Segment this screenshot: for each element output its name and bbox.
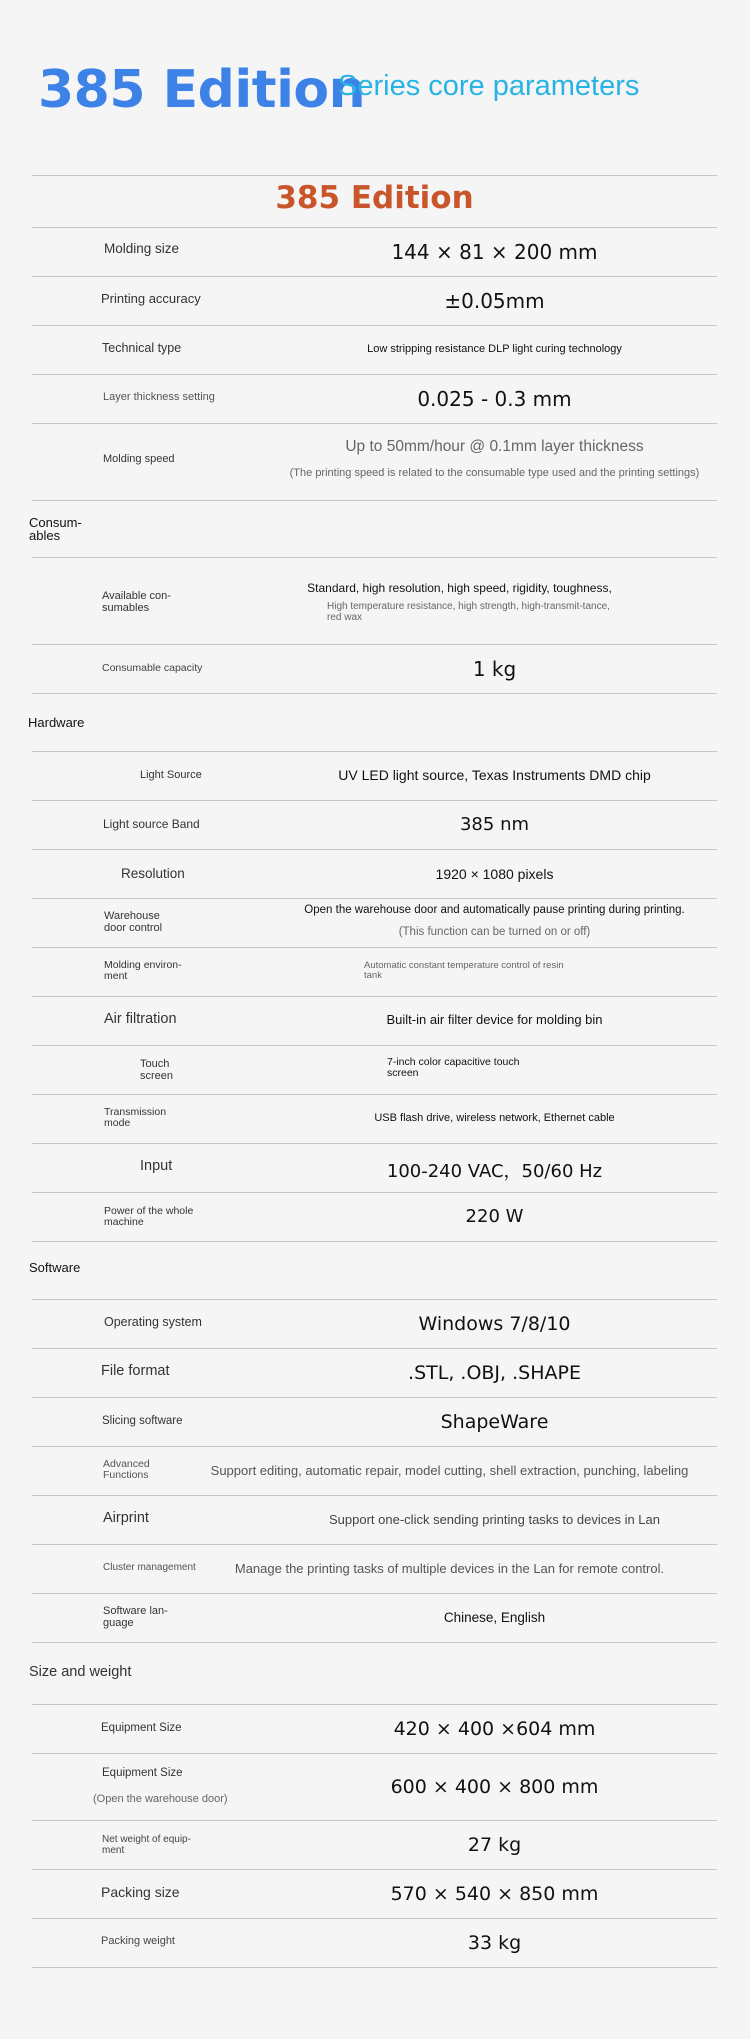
edition-label: 385 Edition xyxy=(275,180,474,216)
spec-value: 1920 × 1080 pixels xyxy=(435,866,554,882)
spec-value: Open the warehouse door and automatically pause printing during printing. xyxy=(304,904,685,916)
spec-row-available-consumables xyxy=(32,558,717,644)
spec-label: Airprint xyxy=(103,1510,149,1526)
spec-row-air-filtration xyxy=(32,997,717,1045)
spec-value: UV LED light source, Texas Instruments DMD chip xyxy=(338,767,651,783)
spec-label: Resolution xyxy=(121,866,185,881)
page-subtitle: Series core parameters xyxy=(338,70,640,102)
spec-row-touch-screen xyxy=(32,1046,717,1094)
spec-row-transmission-mode xyxy=(32,1095,717,1143)
divider xyxy=(32,500,717,501)
spec-label: Technical type xyxy=(102,341,182,355)
spec-row-door-control xyxy=(32,899,717,947)
spec-label: Touch screen xyxy=(140,1058,174,1082)
spec-row-software-language xyxy=(32,1594,717,1642)
spec-label: Light source Band xyxy=(103,817,200,831)
spec-value: 220 W xyxy=(465,1206,524,1227)
spec-label: Packing size xyxy=(101,1884,180,1900)
spec-label: Power of the whole machine xyxy=(104,1205,194,1229)
spec-row-file-format xyxy=(32,1349,717,1397)
spec-value: 600 × 400 × 800 mm xyxy=(390,1776,599,1798)
spec-value: 1 kg xyxy=(472,657,517,681)
spec-label: Molding size xyxy=(104,241,180,256)
spec-row-airprint xyxy=(32,1496,717,1544)
spec-value: 420 × 400 ×604 mm xyxy=(393,1718,596,1740)
section-title-hardware: Hardware xyxy=(28,715,85,730)
spec-label: Consumable capacity xyxy=(102,662,203,674)
spec-label: Light Source xyxy=(140,769,202,781)
spec-row-printing-accuracy xyxy=(32,277,717,325)
spec-value: Windows 7/8/10 xyxy=(418,1313,571,1335)
spec-row-packing-size xyxy=(32,1870,717,1918)
spec-value: Automatic constant temperature control of resin tank xyxy=(364,960,564,982)
spec-row-equipment-size-open xyxy=(32,1754,717,1820)
spec-label: Available con-sumables xyxy=(102,590,171,614)
spec-row-molding-size xyxy=(32,228,717,276)
spec-row-molding-speed xyxy=(32,424,717,500)
spec-label: Warehouse door control xyxy=(104,910,163,934)
page-title: 385 Edition xyxy=(38,60,366,120)
spec-value: 0.025 - 0.3 mm xyxy=(417,387,572,411)
spec-label: Printing accuracy xyxy=(101,291,201,306)
spec-row-packing-weight xyxy=(32,1919,717,1967)
spec-value: 7-inch color capacitive touch screen xyxy=(387,1056,520,1080)
spec-note: (Open the warehouse door) xyxy=(93,1793,228,1805)
spec-label: Molding environ-ment xyxy=(104,959,182,983)
spec-label: Slicing software xyxy=(102,1415,183,1427)
spec-value: Standard, high resolution, high speed, rigidity, toughness, xyxy=(307,581,612,595)
spec-label: Input xyxy=(140,1158,173,1174)
spec-row-power xyxy=(32,1193,717,1241)
spec-value: 144 × 81 × 200 mm xyxy=(391,240,598,264)
spec-row-advanced-functions xyxy=(32,1447,717,1495)
spec-row-light-band xyxy=(32,801,717,849)
spec-label: Equipment Size xyxy=(102,1767,183,1779)
divider xyxy=(32,1642,717,1643)
spec-label: Air filtration xyxy=(104,1011,177,1027)
spec-label: Molding speed xyxy=(103,453,175,465)
spec-label: Cluster management xyxy=(103,1562,196,1573)
spec-value: Chinese, English xyxy=(443,1610,546,1625)
spec-row-molding-environment xyxy=(32,948,717,996)
spec-row-technical-type xyxy=(32,326,717,374)
spec-value: Manage the printing tasks of multiple devices in the Lan for remote control. xyxy=(234,1561,665,1576)
spec-row-cluster-management xyxy=(32,1545,717,1593)
spec-value: Built-in air filter device for molding bin xyxy=(386,1012,603,1027)
spec-label: Operating system xyxy=(104,1315,202,1329)
section-title-size-weight: Size and weight xyxy=(29,1664,132,1680)
spec-label: Layer thickness setting xyxy=(103,391,215,403)
spec-row-resolution xyxy=(32,850,717,898)
spec-row-light-source xyxy=(32,752,717,800)
spec-value: 100-240 VAC，50/60 Hz xyxy=(386,1161,603,1182)
spec-value: USB flash drive, wireless network, Ethernet cable xyxy=(374,1112,615,1124)
spec-value: Up to 50mm/hour @ 0.1mm layer thickness xyxy=(345,438,644,455)
spec-row-consumable-capacity xyxy=(32,645,717,693)
spec-label: Software lan-guage xyxy=(103,1605,168,1629)
spec-value: .STL, .OBJ, .SHAPE xyxy=(408,1362,581,1384)
divider xyxy=(32,1967,717,1968)
spec-note: High temperature resistance, high strength, high-transmit-tance, red wax xyxy=(327,601,610,623)
spec-value: Support one-click sending printing tasks to devices in Lan xyxy=(329,1512,660,1527)
section-title-consumables: Consum-ables xyxy=(29,515,82,543)
spec-value: 33 kg xyxy=(467,1932,522,1954)
spec-label: Net weight of equip-ment xyxy=(102,1834,191,1856)
spec-value: 570 × 540 × 850 mm xyxy=(390,1883,599,1905)
spec-label: File format xyxy=(101,1363,170,1379)
spec-row-equipment-size xyxy=(32,1705,717,1753)
spec-label: Transmission mode xyxy=(104,1106,167,1130)
section-title-software: Software xyxy=(29,1260,81,1275)
divider xyxy=(32,1241,717,1242)
divider xyxy=(32,693,717,694)
spec-row-slicing-software xyxy=(32,1398,717,1446)
spec-value: Low stripping resistance DLP light curing technology xyxy=(367,343,622,355)
page-header xyxy=(0,0,750,175)
spec-label: Advanced Functions xyxy=(103,1458,150,1482)
spec-row-net-weight xyxy=(32,1821,717,1869)
spec-value: 27 kg xyxy=(467,1834,522,1856)
spec-value: ShapeWare xyxy=(440,1411,549,1433)
spec-value: 385 nm xyxy=(459,814,530,835)
spec-row-operating-system xyxy=(32,1300,717,1348)
spec-value: ±0.05mm xyxy=(444,289,545,313)
spec-label: Packing weight xyxy=(101,1935,175,1947)
spec-note: (The printing speed is related to the consumable type used and the printing settings) xyxy=(289,467,700,479)
spec-value: Support editing, automatic repair, model cutting, shell extraction, punching, labeling xyxy=(210,1463,689,1478)
spec-note: (This function can be turned on or off) xyxy=(398,926,591,938)
spec-row-input xyxy=(32,1144,717,1192)
spec-label: Equipment Size xyxy=(101,1722,182,1734)
edition-header-row xyxy=(32,176,717,227)
spec-row-layer-thickness xyxy=(32,375,717,423)
